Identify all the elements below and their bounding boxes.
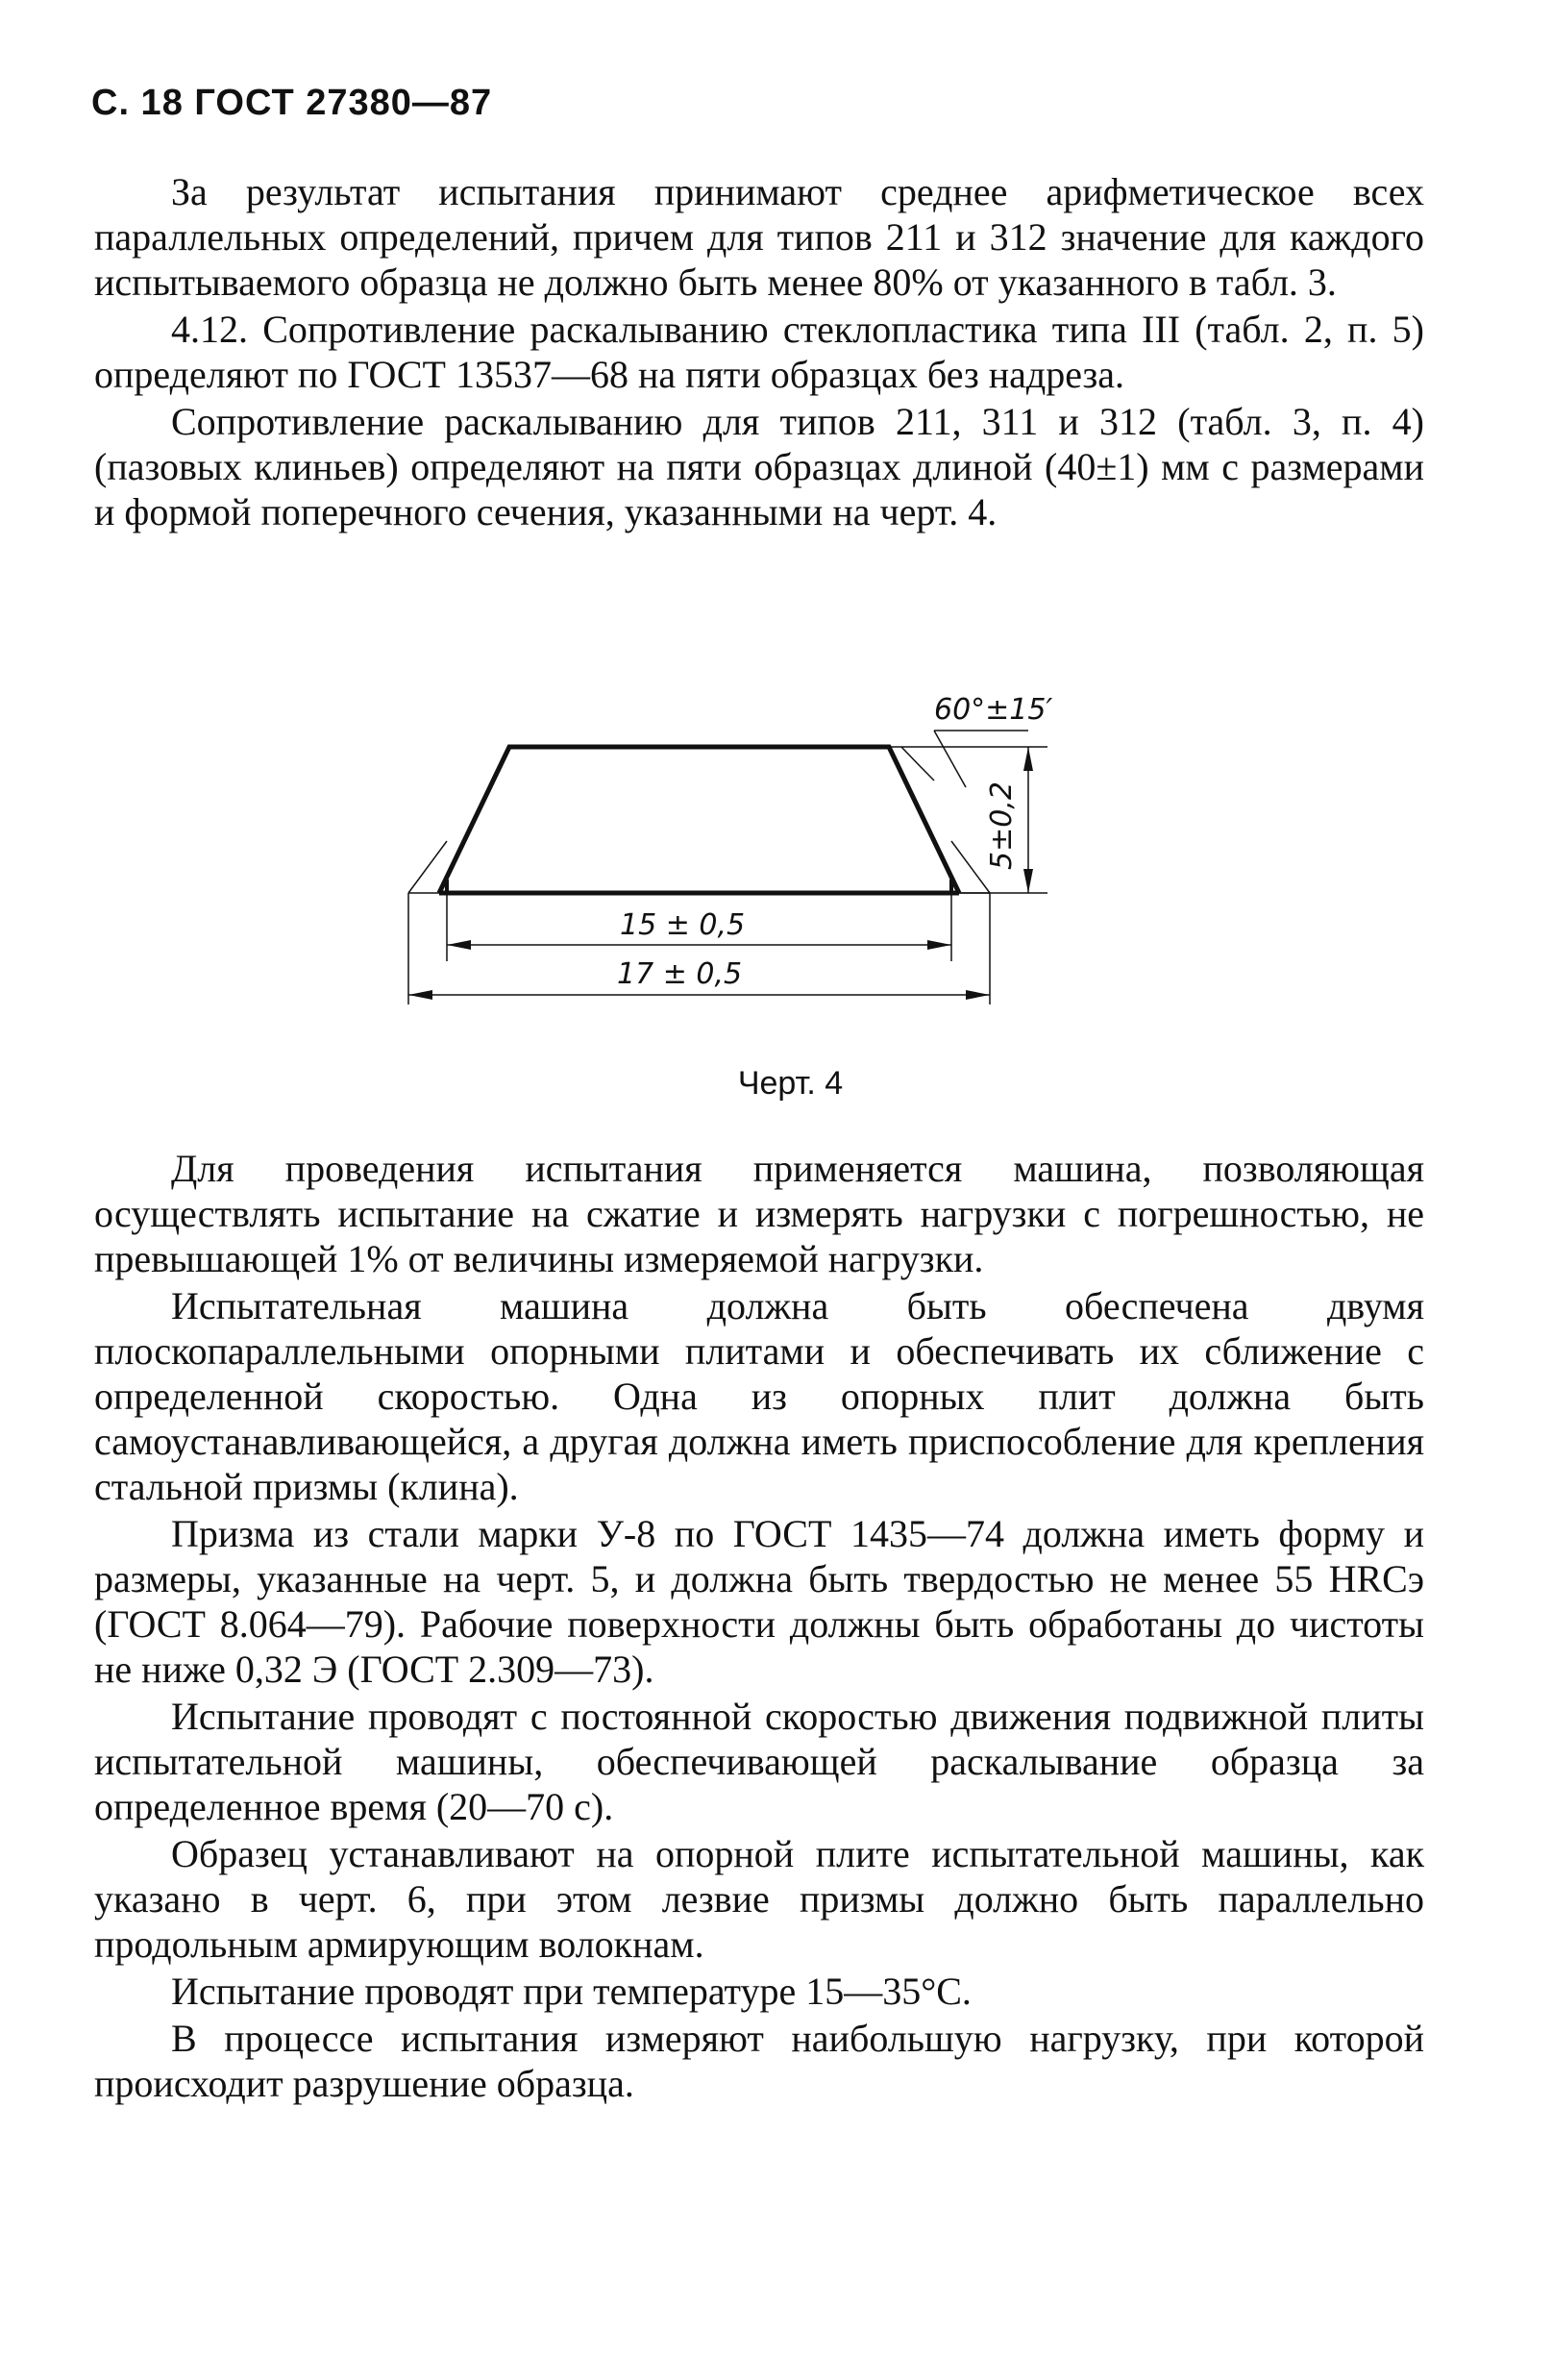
paragraph: В процессе испытания измеряют наибольшую нагрузку, при которой происходит разрушение образца.: [94, 2017, 1424, 2105]
height-label: 5±0,2: [985, 781, 1019, 870]
figure-caption: [0, 1065, 1552, 1103]
paragraph: Испытание проводят при температуре 15—35°С.: [171, 1970, 972, 2013]
paragraph: 4.12. Сопротивление раскалыванию стеклопластика типа III (табл. 2, п. 5) определяют по ГОСТ 13537—68 на пяти образцах без надреза.: [94, 308, 1424, 396]
paragraph: Испытательная машина должна быть обеспечена двумя плоскопараллельными опорными плитами и обеспечивать их сближение с определенной скоростью. Одна из опорных плит должна быть самоустанавливающейся, а другая должна иметь приспособление для крепления стальной призмы (клина).: [94, 1284, 1424, 1508]
inner-width-label: 15 ± 0,5: [620, 908, 746, 942]
wedge-outline: [439, 747, 959, 893]
angle-leader: [934, 731, 966, 787]
arrowhead: [1023, 869, 1033, 893]
figure-4-wedge-cross-section: [365, 673, 1096, 1019]
arrowhead: [447, 940, 471, 950]
paragraph: Образец устанавливают на опорной плите испытательной машины, как указано в черт. 6, при этом лезвие призмы должно быть параллельно продольным армирующим волокнам.: [94, 1832, 1424, 1966]
caption-text: Черт. 4: [737, 1065, 844, 1102]
arrowhead: [927, 940, 951, 950]
paragraph: За результат испытания принимают среднее арифметическое всех параллельных определений, причем для типов 211 и 312 значение для каждого испытываемого образца не должно быть менее 80% от указанного в табл. 3.: [94, 170, 1424, 304]
arrowhead: [966, 990, 990, 1000]
arrowhead: [1023, 747, 1033, 771]
page-header: С. 18 ГОСТ 27380—87: [91, 83, 493, 123]
angle-label: 60°±15′: [934, 693, 1053, 727]
paragraph: Для проведения испытания применяется машина, позволяющая осуществлять испытание на сжатие и измерять нагрузки с погрешностью, не превышающей 1% от величины измеряемой нагрузки.: [94, 1147, 1424, 1280]
paragraph: Сопротивление раскалыванию для типов 211, 311 и 312 (табл. 3, п. 4) (пазовых клиньев) определяют на пяти образцах длиной (40±1) мм с размерами и формой поперечного сечения, указанными на черт. 4.: [94, 400, 1424, 533]
paragraph: Испытание проводят с постоянной скоростью движения подвижной плиты испытательной машины, обеспечивающей раскалывание образца за определенное время (20—70 с).: [94, 1695, 1424, 1828]
text-block-bottom: [94, 1146, 1424, 2106]
angle-arc: [901, 747, 934, 781]
wedge-drawing: [365, 673, 1096, 1019]
outer-width-label: 17 ± 0,5: [617, 957, 743, 991]
arrowhead: [408, 990, 432, 1000]
text-block-top: [94, 169, 1424, 534]
paragraph: Призма из стали марки У-8 по ГОСТ 1435—74 должна иметь форму и размеры, указанные на черт. 5, и должна быть твердостью не менее 55 HRCэ (ГОСТ 8.064—79). Рабочие поверхности должны быть обработаны до чистоты не ниже 0,32 Э (ГОСТ 2.309—73).: [94, 1512, 1424, 1691]
